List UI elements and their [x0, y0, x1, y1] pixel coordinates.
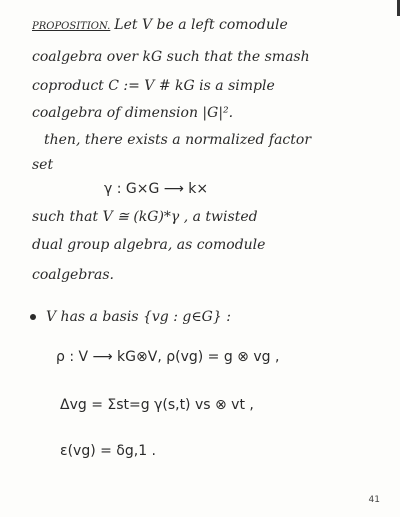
- line-1: [32, 16, 288, 36]
- line-2: coalgebra over kG such that the smash: [32, 49, 310, 65]
- factor-set-map: γ : G×G ⟶ k×: [104, 181, 209, 197]
- line-5: then, there exists a normalized factor: [44, 132, 312, 148]
- basis-line: [30, 308, 231, 326]
- line-4: coalgebra of dimension |G|².: [32, 105, 234, 121]
- basis-text: V has a basis {vg : g∈G} :: [46, 309, 231, 325]
- line-1-text: Let V be a left comodule: [114, 17, 288, 33]
- line-9: dual group algebra, as comodule: [32, 237, 266, 253]
- comultiplication-formula: Δvg = Σst=g γ(s,t) vs ⊗ vt ,: [60, 397, 254, 413]
- proposition-heading: PROPOSITION.: [32, 21, 111, 32]
- line-8: such that V ≅ (kG)*γ , a twisted: [32, 209, 258, 225]
- page-number: 41: [368, 495, 380, 505]
- counit-formula: ε(vg) = δg,1 .: [60, 443, 157, 459]
- coaction-formula: ρ : V ⟶ kG⊗V, ρ(vg) = g ⊗ vg ,: [56, 349, 280, 365]
- line-3: coproduct C := V # kG is a simple: [32, 78, 275, 94]
- bullet-icon: [30, 314, 36, 320]
- line-10: coalgebras.: [32, 267, 114, 283]
- line-6: set: [32, 157, 54, 173]
